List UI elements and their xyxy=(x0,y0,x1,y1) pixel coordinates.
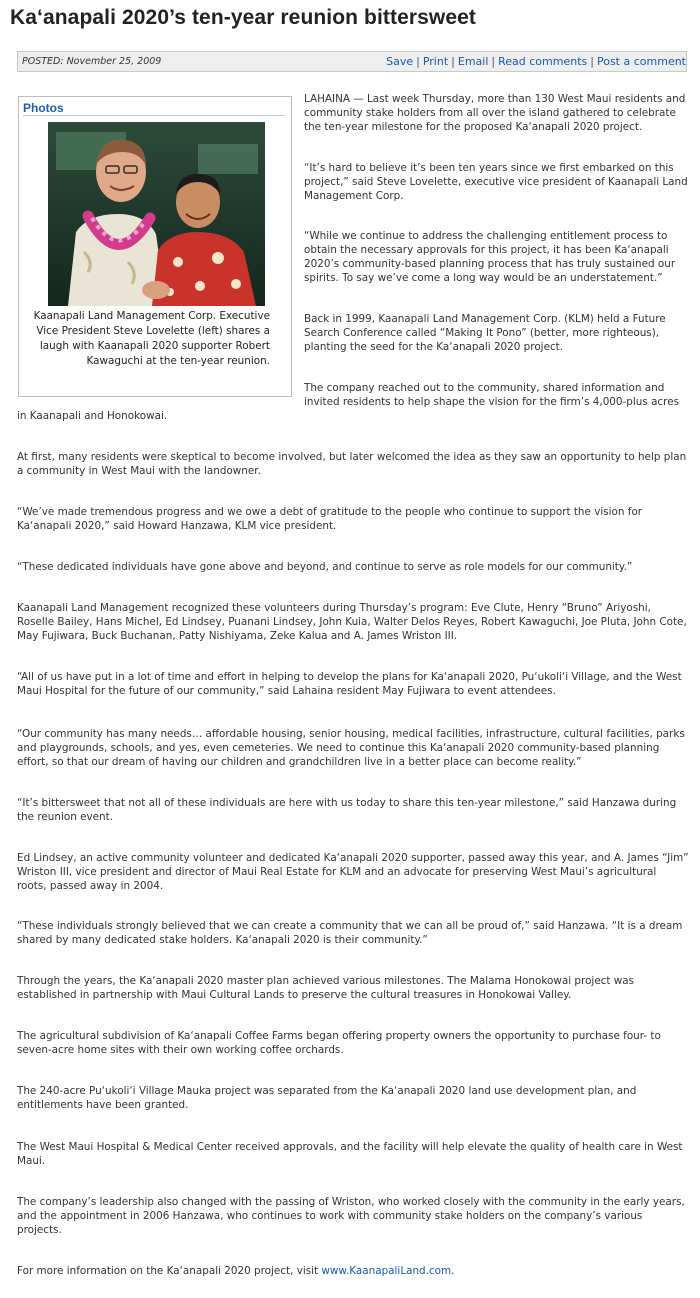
paragraph: The West Maui Hospital & Medical Center received approvals, and the facility will help elevate the quality of health care in West Maui. xyxy=(17,1141,683,1167)
read-comments-link[interactable]: Read comments xyxy=(498,55,588,68)
posted-date: POSTED: November 25, 2009 xyxy=(22,56,162,67)
closing-text: For more information on the Ka‘anapali 2020 project, visit xyxy=(17,1265,322,1277)
separator: | xyxy=(590,55,594,68)
separator: | xyxy=(451,55,455,68)
separator: | xyxy=(416,55,420,68)
photos-box xyxy=(18,96,292,397)
photo-caption: Kaanapali Land Management Corp. Executive Vice President Steve Lovelette (left) shares a laugh with Kaanapali 2020 supporter Robert Kawaguchi at the ten-year reunion. xyxy=(33,310,270,367)
paragraph: “These dedicated individuals have gone above and beyond, and continue to serve as role models for our community.” xyxy=(17,561,633,573)
paragraph: “Our community has many needs… affordable housing, senior housing, medical facilities, infrastructure, cultural facilities, parks and playgrounds, schools, and yes, even cemeteries. We need to continue this Ka‘anapali 2020 community-based planning effort, so that our dream of having our children and grandchildren live in a better place can become reality.” xyxy=(17,728,685,768)
photos-title: Photos xyxy=(23,101,285,116)
closing-end: . xyxy=(451,1265,455,1277)
email-link[interactable]: Email xyxy=(457,55,489,68)
paragraph: “While we continue to address the challenging entitlement process to obtain the necessary approvals for this project, it has been Ka‘anapali 2020’s community-based planning process that has truly sustained our spirits. To say we’ve come a long way would be an understatement.” xyxy=(304,230,676,284)
paragraph: Ed Lindsey, an active community volunteer and dedicated Ka‘anapali 2020 supporter, passed away this year, and A. James “Jim” Wriston III, vice president and director of Maui Real Estate for KLM and an advocate for preserving West Maui’s agricultural roots, passed away in 2004. xyxy=(17,852,689,892)
paragraph: “It’s bittersweet that not all of these individuals are here with us today to share this ten-year milestone,” said Hanzawa during the reunion event. xyxy=(17,797,677,823)
print-link[interactable]: Print xyxy=(422,55,449,68)
paragraph: “All of us have put in a lot of time and effort in helping to develop the plans for Ka‘anapali 2020, Pu‘ukoli‘i Village, and the West Maui Hospital for the future of our community,” said Lahaina resident May Fujiwara to event attendees. xyxy=(17,671,682,697)
paragraph: Back in 1999, Kaanapali Land Management Corp. (KLM) held a Future Search Conference called “Making It Pono” (better, more righteous), planting the seed for the Ka‘anapali 2020 project. xyxy=(304,313,666,353)
reunion-photo-illustration xyxy=(48,122,265,306)
kaanapali-land-link[interactable]: www.KaanapaliLand.com xyxy=(321,1265,452,1277)
paragraph: “These individuals strongly believed that we can create a community that we can all be proud of,” said Hanzawa. “It is a dream shared by many dedicated stake holders. Ka‘anapali 2020 is their community.” xyxy=(17,920,683,946)
closing-paragraph xyxy=(17,1264,689,1278)
paragraph: At first, many residents were skeptical to become involved, but later welcomed the idea as they saw an opportunity to help plan a community in West Maui with the landowner. xyxy=(17,451,687,477)
article-actions xyxy=(386,52,686,71)
paragraph: The agricultural subdivision of Ka‘anapali Coffee Farms began offering property owners the opportunity to purchase four- to seven-acre home sites with their own working coffee orchards. xyxy=(17,1030,661,1056)
headline: Ka‘anapali 2020’s ten-year reunion bittersweet xyxy=(10,6,476,29)
paragraph: “It’s hard to believe it’s been ten years since we first embarked on this project,” said Steve Lovelette, executive vice president of Kaanapali Land Management Corp. xyxy=(304,162,688,202)
paragraph: The company’s leadership also changed with the passing of Wriston, who worked closely with the community in the early years, and the appointment in 2006 Hanzawa, who continues to work with community stake holders on the company’s various projects. xyxy=(17,1196,685,1236)
paragraph: in Kaanapali and Honokowai. xyxy=(17,410,168,422)
paragraph: The company reached out to the community, shared information and invited residents to help shape the vision for the firm’s 4,000-plus acres xyxy=(304,382,679,408)
reunion-photo[interactable] xyxy=(48,122,265,306)
paragraph: Through the years, the Ka‘anapali 2020 master plan achieved various milestones. The Malama Honokowai project was established in partnership with Maui Cultural Lands to preserve the cultural treasures in Honokowai Valley. xyxy=(17,975,635,1001)
paragraph: Kaanapali Land Management recognized these volunteers during Thursday’s program: Eve Clute, Henry “Bruno” Ariyoshi, Roselle Bailey, Hans Michel, Ed Lindsey, Puanani Lindsey, John Kuia, Walter Delos Reyes, Robert Kawaguchi, Joe Pluta, John Cote, May Fujiwara, Buck Buchanan, Patty Nishiyama, Zeke Kalua and A. James Wriston III. xyxy=(17,602,687,642)
paragraph: “We’ve made tremendous progress and we owe a debt of gratitude to the people who continue to support the vision for Ka‘anapali 2020,” said Howard Hanzawa, KLM vice president. xyxy=(17,506,643,532)
save-link[interactable]: Save xyxy=(386,55,414,68)
paragraph: LAHAINA — Last week Thursday, more than 130 West Maui residents and community stake holders from all over the island gathered to celebrate the ten-year milestone for the proposed Ka‘anapali 2020 project. xyxy=(304,93,686,133)
post-comment-link[interactable]: Post a comment xyxy=(596,55,686,68)
separator: | xyxy=(491,55,496,68)
paragraph: The 240-acre Pu‘ukoli‘i Village Mauka project was separated from the Ka‘anapali 2020 land use development plan, and entitlements have been granted. xyxy=(17,1085,637,1111)
article-toolbar xyxy=(17,51,687,72)
